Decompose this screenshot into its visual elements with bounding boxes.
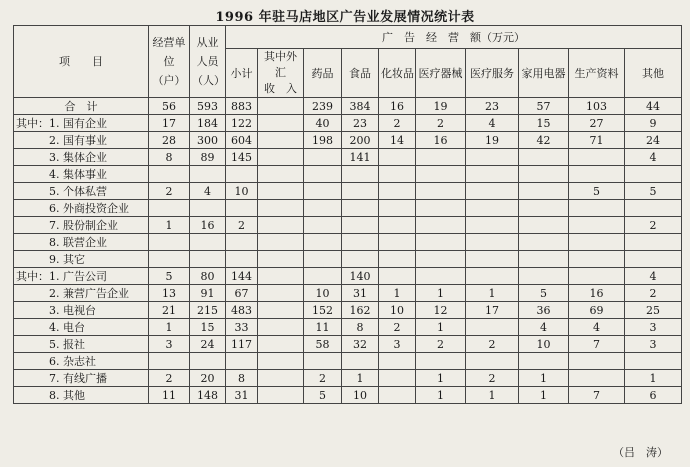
table-cell: 58 — [304, 336, 342, 353]
table-cell — [416, 353, 466, 370]
table-cell: 27 — [569, 115, 625, 132]
table-cell: 1 — [416, 285, 466, 302]
table-row — [14, 251, 682, 268]
table-cell — [304, 166, 342, 183]
table-cell: 2 — [149, 370, 190, 387]
table-cell — [379, 200, 416, 217]
table-cell — [519, 166, 569, 183]
row-label: 9. 其它 — [14, 251, 149, 268]
table-cell: 11 — [304, 319, 342, 336]
header-revenue-group: 广 告 经 营 额（万元） — [226, 26, 682, 49]
table-cell: 2 — [625, 217, 682, 234]
table-cell — [304, 251, 342, 268]
table-row — [14, 387, 682, 404]
table-cell — [519, 149, 569, 166]
table-cell: 483 — [226, 302, 258, 319]
table-cell: 1 — [342, 370, 379, 387]
table-row — [14, 166, 682, 183]
table-cell — [342, 234, 379, 251]
table-cell: 144 — [226, 268, 258, 285]
row-label: 合 计 — [14, 98, 149, 115]
header-cat-cosmetics: 化妆品 — [379, 49, 416, 98]
table-cell: 2 — [625, 285, 682, 302]
table-cell — [258, 115, 304, 132]
table-cell: 384 — [342, 98, 379, 115]
table-cell: 12 — [416, 302, 466, 319]
table-cell — [226, 200, 258, 217]
table-cell: 145 — [226, 149, 258, 166]
row-label: 6. 外商投资企业 — [14, 200, 149, 217]
table-cell: 1 — [416, 319, 466, 336]
table-cell — [258, 149, 304, 166]
table-cell: 5 — [519, 285, 569, 302]
table-cell: 593 — [190, 98, 226, 115]
table-cell: 21 — [149, 302, 190, 319]
header-cat-food: 食品 — [342, 49, 379, 98]
table-cell — [416, 166, 466, 183]
table-cell: 23 — [466, 98, 519, 115]
header-cat-appliances: 家用电器 — [519, 49, 569, 98]
table-cell — [466, 353, 519, 370]
table-cell — [190, 251, 226, 268]
table-cell: 91 — [190, 285, 226, 302]
table-cell — [466, 166, 519, 183]
table-cell — [226, 166, 258, 183]
table-cell — [379, 387, 416, 404]
row-label: 8. 其他 — [14, 387, 149, 404]
table-cell — [519, 183, 569, 200]
table-cell — [379, 251, 416, 268]
table-cell — [258, 302, 304, 319]
table-cell: 11 — [149, 387, 190, 404]
table-cell — [342, 166, 379, 183]
table-cell: 14 — [379, 132, 416, 149]
table-cell: 141 — [342, 149, 379, 166]
table-cell — [569, 217, 625, 234]
table-cell: 10 — [379, 302, 416, 319]
table-cell: 200 — [342, 132, 379, 149]
table-row — [14, 234, 682, 251]
table-cell — [190, 200, 226, 217]
table-cell — [625, 251, 682, 268]
table-cell: 80 — [190, 268, 226, 285]
table-row — [14, 98, 682, 115]
table-cell: 33 — [226, 319, 258, 336]
table-cell — [258, 387, 304, 404]
table-cell: 2 — [416, 336, 466, 353]
table-cell: 2 — [379, 115, 416, 132]
row-label: 2. 国有事业 — [14, 132, 149, 149]
header-subtotal: 小计 — [226, 49, 258, 98]
table-cell: 3 — [379, 336, 416, 353]
table-cell: 89 — [190, 149, 226, 166]
table-cell: 103 — [569, 98, 625, 115]
header-units: 经营单位 （户） — [149, 26, 190, 98]
table-cell: 5 — [625, 183, 682, 200]
table-cell — [226, 234, 258, 251]
table-cell — [226, 251, 258, 268]
table-cell — [149, 200, 190, 217]
header-cat-med-services: 医疗服务 — [466, 49, 519, 98]
header-cat-other: 其他 — [625, 49, 682, 98]
table-cell — [258, 132, 304, 149]
statistics-table — [13, 25, 682, 404]
table-cell: 198 — [304, 132, 342, 149]
row-label: 6. 杂志社 — [14, 353, 149, 370]
table-cell — [625, 234, 682, 251]
table-cell: 20 — [190, 370, 226, 387]
table-cell: 15 — [190, 319, 226, 336]
table-cell — [569, 251, 625, 268]
table-cell — [190, 234, 226, 251]
table-cell — [258, 370, 304, 387]
table-cell: 3 — [625, 336, 682, 353]
table-cell: 8 — [226, 370, 258, 387]
table-cell: 122 — [226, 115, 258, 132]
table-cell — [258, 285, 304, 302]
table-cell: 1 — [466, 285, 519, 302]
table-cell: 1 — [519, 387, 569, 404]
table-cell — [342, 183, 379, 200]
table-cell: 16 — [379, 98, 416, 115]
table-cell: 883 — [226, 98, 258, 115]
table-cell — [258, 319, 304, 336]
table-cell — [342, 251, 379, 268]
table-row — [14, 183, 682, 200]
table-row — [14, 370, 682, 387]
row-label: 5. 报社 — [14, 336, 149, 353]
table-cell: 4 — [190, 183, 226, 200]
table-cell — [304, 217, 342, 234]
row-label: 7. 有线广播 — [14, 370, 149, 387]
table-cell: 2 — [149, 183, 190, 200]
table-cell — [569, 268, 625, 285]
table-cell — [258, 268, 304, 285]
table-cell: 140 — [342, 268, 379, 285]
table-cell — [466, 183, 519, 200]
table-cell: 24 — [190, 336, 226, 353]
table-cell: 6 — [625, 387, 682, 404]
table-cell — [379, 268, 416, 285]
table-cell: 4 — [519, 319, 569, 336]
table-cell: 7 — [569, 336, 625, 353]
table-cell — [466, 200, 519, 217]
table-cell: 44 — [625, 98, 682, 115]
table-cell: 1 — [379, 285, 416, 302]
row-label: 其中：1. 广告公司 — [14, 268, 149, 285]
table-cell: 117 — [226, 336, 258, 353]
table-cell: 9 — [625, 115, 682, 132]
table-cell — [304, 200, 342, 217]
table-cell — [466, 319, 519, 336]
table-cell — [466, 217, 519, 234]
table-row — [14, 319, 682, 336]
table-cell: 4 — [569, 319, 625, 336]
table-cell: 36 — [519, 302, 569, 319]
table-cell — [258, 217, 304, 234]
table-cell — [304, 234, 342, 251]
row-label: 4. 电台 — [14, 319, 149, 336]
table-cell: 8 — [342, 319, 379, 336]
table-cell — [519, 353, 569, 370]
table-cell — [149, 234, 190, 251]
table-cell — [342, 200, 379, 217]
table-cell: 2 — [466, 370, 519, 387]
table-cell — [569, 200, 625, 217]
table-cell — [226, 353, 258, 370]
table-cell — [190, 166, 226, 183]
table-cell: 16 — [416, 132, 466, 149]
table-cell — [149, 353, 190, 370]
table-cell: 152 — [304, 302, 342, 319]
table-cell — [466, 268, 519, 285]
table-cell: 10 — [519, 336, 569, 353]
table-cell: 162 — [342, 302, 379, 319]
table-cell: 31 — [342, 285, 379, 302]
header-cat-production: 生产资料 — [569, 49, 625, 98]
table-cell: 239 — [304, 98, 342, 115]
table-cell: 32 — [342, 336, 379, 353]
table-row — [14, 285, 682, 302]
table-cell — [625, 200, 682, 217]
table-cell: 3 — [625, 319, 682, 336]
table-title: 1996 年驻马店地区广告业发展情况统计表 — [215, 10, 475, 25]
table-cell — [625, 353, 682, 370]
table-cell — [416, 200, 466, 217]
table-row — [14, 268, 682, 285]
table-cell: 8 — [149, 149, 190, 166]
table-cell: 2 — [379, 319, 416, 336]
table-cell — [258, 336, 304, 353]
table-cell: 1 — [519, 370, 569, 387]
table-cell: 42 — [519, 132, 569, 149]
table-cell — [258, 166, 304, 183]
table-cell: 16 — [569, 285, 625, 302]
row-label: 2. 兼营广告企业 — [14, 285, 149, 302]
table-cell: 4 — [466, 115, 519, 132]
row-label: 其中：1. 国有企业 — [14, 115, 149, 132]
table-cell — [569, 353, 625, 370]
table-row — [14, 302, 682, 319]
table-cell — [342, 353, 379, 370]
table-cell: 1 — [416, 370, 466, 387]
table-row — [14, 115, 682, 132]
table-cell — [569, 166, 625, 183]
table-cell: 17 — [149, 115, 190, 132]
table-cell — [416, 251, 466, 268]
table-cell — [258, 98, 304, 115]
table-cell: 25 — [625, 302, 682, 319]
table-cell — [519, 200, 569, 217]
table-row — [14, 132, 682, 149]
table-cell: 10 — [226, 183, 258, 200]
table-cell: 5 — [304, 387, 342, 404]
table-cell: 1 — [625, 370, 682, 387]
table-cell — [379, 149, 416, 166]
table-cell — [625, 166, 682, 183]
table-cell: 2 — [226, 217, 258, 234]
table-row — [14, 217, 682, 234]
table-cell — [466, 234, 519, 251]
table-cell — [258, 183, 304, 200]
table-cell — [416, 234, 466, 251]
table-cell: 71 — [569, 132, 625, 149]
table-cell: 23 — [342, 115, 379, 132]
table-cell: 1 — [416, 387, 466, 404]
table-cell: 3 — [149, 336, 190, 353]
table-cell: 5 — [569, 183, 625, 200]
header-cat-med-devices: 医疗器械 — [416, 49, 466, 98]
row-label: 7. 股份制企业 — [14, 217, 149, 234]
table-cell — [569, 149, 625, 166]
table-cell — [519, 268, 569, 285]
table-cell: 215 — [190, 302, 226, 319]
table-cell — [258, 251, 304, 268]
table-cell — [519, 234, 569, 251]
row-label: 8. 联营企业 — [14, 234, 149, 251]
table-cell: 604 — [226, 132, 258, 149]
table-cell: 69 — [569, 302, 625, 319]
header-item: 项 目 — [14, 26, 149, 98]
table-cell — [304, 183, 342, 200]
table-cell: 28 — [149, 132, 190, 149]
table-cell: 40 — [304, 115, 342, 132]
table-cell — [379, 370, 416, 387]
table-cell — [149, 251, 190, 268]
table-row — [14, 149, 682, 166]
table-cell — [379, 166, 416, 183]
header-forex: 其中外汇 收 入 — [258, 49, 304, 98]
table-cell — [342, 217, 379, 234]
table-cell — [416, 149, 466, 166]
table-cell: 2 — [304, 370, 342, 387]
table-cell — [379, 183, 416, 200]
table-cell: 300 — [190, 132, 226, 149]
table-row — [14, 200, 682, 217]
table-cell: 56 — [149, 98, 190, 115]
table-cell: 31 — [226, 387, 258, 404]
table-cell: 2 — [466, 336, 519, 353]
table-cell — [466, 149, 519, 166]
table-cell: 15 — [519, 115, 569, 132]
table-row — [14, 336, 682, 353]
table-cell: 148 — [190, 387, 226, 404]
table-cell: 5 — [149, 268, 190, 285]
table-cell — [466, 251, 519, 268]
table-cell — [304, 268, 342, 285]
table-cell — [416, 183, 466, 200]
table-cell — [379, 217, 416, 234]
row-label: 3. 集体企业 — [14, 149, 149, 166]
table-cell: 4 — [625, 149, 682, 166]
header-cat-drugs: 药品 — [304, 49, 342, 98]
table-cell: 10 — [304, 285, 342, 302]
table-row — [14, 353, 682, 370]
row-label: 3. 电视台 — [14, 302, 149, 319]
table-cell: 19 — [416, 98, 466, 115]
table-cell: 67 — [226, 285, 258, 302]
row-label: 4. 集体事业 — [14, 166, 149, 183]
table-cell — [304, 149, 342, 166]
table-cell: 16 — [190, 217, 226, 234]
table-cell — [258, 234, 304, 251]
table-cell: 1 — [466, 387, 519, 404]
table-cell — [258, 353, 304, 370]
table-cell: 24 — [625, 132, 682, 149]
table-cell: 7 — [569, 387, 625, 404]
table-cell — [519, 251, 569, 268]
table-cell: 10 — [342, 387, 379, 404]
table-cell: 4 — [625, 268, 682, 285]
header-staff: 从业人员 （人） — [190, 26, 226, 98]
table-cell — [569, 370, 625, 387]
table-cell: 1 — [149, 217, 190, 234]
table-cell — [519, 217, 569, 234]
table-cell — [569, 234, 625, 251]
table-cell: 19 — [466, 132, 519, 149]
table-cell — [379, 234, 416, 251]
table-cell: 13 — [149, 285, 190, 302]
table-cell: 17 — [466, 302, 519, 319]
table-cell — [258, 200, 304, 217]
table-cell: 184 — [190, 115, 226, 132]
table-cell: 1 — [149, 319, 190, 336]
table-cell — [416, 217, 466, 234]
table-cell — [190, 353, 226, 370]
table-cell — [379, 353, 416, 370]
row-label: 5. 个体私营 — [14, 183, 149, 200]
author-signature: （吕 涛） — [613, 446, 668, 459]
table-cell: 2 — [416, 115, 466, 132]
table-cell: 57 — [519, 98, 569, 115]
table-cell — [304, 353, 342, 370]
table-cell — [149, 166, 190, 183]
table-cell — [416, 268, 466, 285]
